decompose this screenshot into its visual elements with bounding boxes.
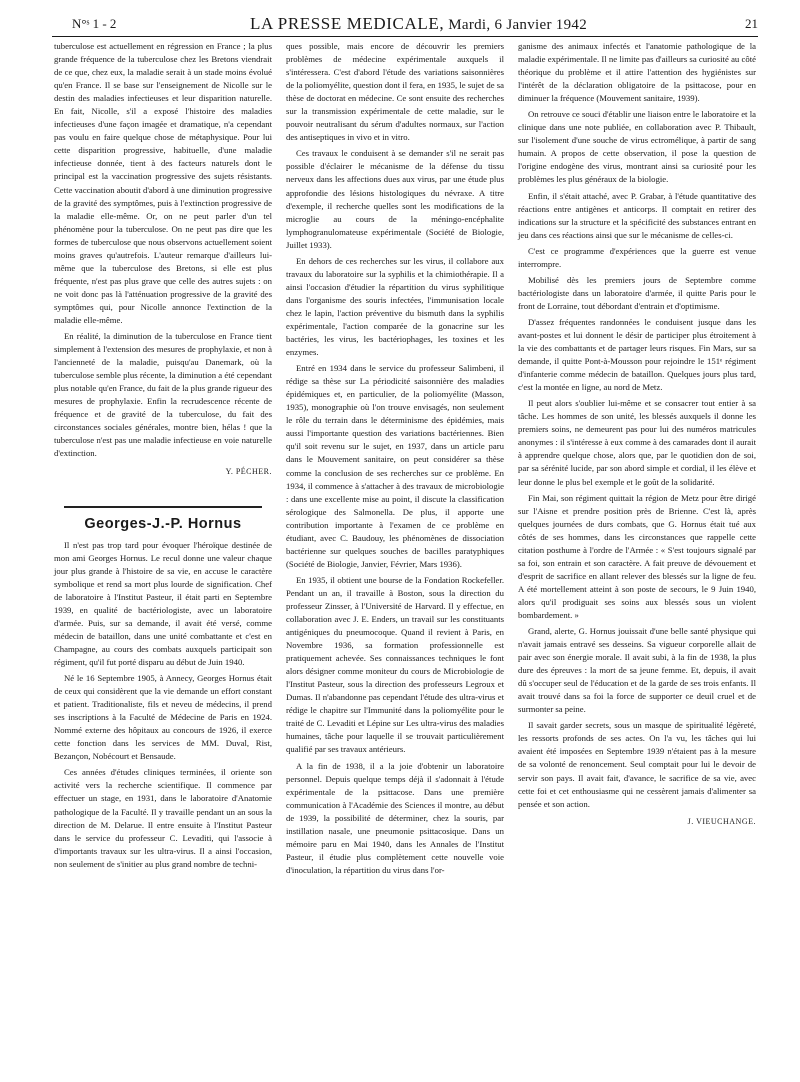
column-3 bbox=[518, 40, 756, 828]
paragraph: Il peut alors s'oublier lui-même et se consacrer tout entier à sa tâche. Les hommes de son unité, les blessés auxquels il donne les premiers soins, ne demeurent pas pour lui des numéros matricules anonymes : il s'intéresse à eux comme à des camarades dont il aurait à apprendre quelque chose, alors que, par le quotidien don de soi, par sa sérénité lucide, par son abord simple et cordial, il les élève et leur donne le plus bel exemple et le goût de la solidarité. bbox=[518, 398, 756, 487]
section-divider bbox=[64, 506, 262, 508]
paragraph: En 1935, il obtient une bourse de la Fondation Rockefeller. Pendant un an, il travaille à Boston, sous la direction du professeur Zinsser, à l'Université de Harvard. Il y effectue, en collaboration avec J. E. Enders, un travail sur les constituants antigéniques du pneumocoque. Quand il revient à Paris, en Novembre 1936, sa formation professionnelle est pratiquement achevée. Ses connaissances techniques le font alors désigner comme moniteur du cours de Microbiologie de l'Institut Pasteur, sous la direction des professeurs Legroux et Dumas. Il n'abandonne pas cependant l'étude des ultra-virus et rédige le chapitre sur l'Immunité dans la poliomyélite pour le traité de C. Levaditi et Lépine sur Les ultra-virus des maladies humaines, tâche pour laquelle il se trouvait particulièrement qualifié par ses travaux antérieurs. bbox=[286, 574, 504, 755]
paragraph: Mobilisé dès les premiers jours de Septembre comme bactériologiste dans un laboratoire d'armée, il quitte Paris pour le front de Lorraine, tout débordant d'entrain et d'optimisme. bbox=[518, 274, 756, 311]
paragraph: Grand, alerte, G. Hornus jouissait d'une belle santé physique qui n'avait jamais entravé ses desseins. Sa vigueur corporelle allait de pair avec son énergie morale. Il avait subi, à la fin de 1938, la plus dure des épreuves : la mort de sa jeune femme. Et, depuis, il avait dû s'occuper seul de l'éducation et de la garde de ses trois enfants. Il avait trouvé dans sa foi la force de supporter ce deuil cruel et de surmonter sa peine. bbox=[518, 626, 756, 715]
paragraph: ques possible, mais encore de découvrir les premiers problèmes de médecine expérimentale auxquels il s'intéressera. C'est d'abord l'étude des variations saisonnières de la poliomyélite, question dont il fera, en 1935, le sujet de sa thèse de doctorat en médecine. Ce sont ensuite des recherches sur la transmission expérimentale de cette maladie, sur le pouvoir neutralisant du sérum d'adultes normaux, sur l'action des antiseptiques in vivo et in vitro. bbox=[286, 41, 504, 143]
paragraph: Ces travaux le conduisent à se demander s'il ne serait pas possible d'éclairer le mécanisme de la défense du tissu nerveux dans les affections dues aux virus, par une étude plus approfondie des lésions histologiques du névraxe. A titre d'exemple, il recherche quelles sont les modifications de la microglie au cours de la méningo-encéphalite lymphogranulomateuse expérimentale (Société de Biologie, Juillet 1933). bbox=[286, 148, 504, 250]
page-header bbox=[40, 14, 758, 36]
paragraph: Enfin, il s'était attaché, avec P. Grabar, à l'étude quantitative des réactions entre antigènes et anticorps. Il comptait en retirer des indications sur la structure et la spécificité des substances entrant en jeu dans ces réactions ainsi que sur le mécanisme de celles-ci. bbox=[518, 190, 756, 240]
column-2 bbox=[286, 40, 504, 877]
paragraph: En dehors de ces recherches sur les virus, il collabore aux travaux du laboratoire sur la syphilis et la chimiothérapie. Il a ainsi l'occasion d'étudier la répartition du virus syphilitique dans l'organisme des souris infectées, l'immunisation locale chez le lapin, l'action préventive du bismuth dans la syphilis expérimentale, l'action comparée de la gonacrine sur les bactéries, les virus, les bactériophages, les toxines et les enzymes. bbox=[286, 255, 504, 358]
paragraph: Né le 16 Septembre 1905, à Annecy, Georges Hornus était de ceux qui considèrent que la vie demande un effort constant et patient. Traditionaliste, fils et neveu de médecins, il prend ses inscriptions à la Faculté de Médecine de Paris en 1924. Nommé externe des hôpitaux au concours de 1926, il exerce cette fonction dans les services de MM. Duval, Rist, Bezançon, Nobécourt et Bensaude. bbox=[54, 673, 272, 762]
column-1 bbox=[54, 40, 272, 871]
author-signature: J. VIEUCHANGE. bbox=[687, 816, 756, 826]
paragraph: Entré en 1934 dans le service du professeur Salimbeni, il rédige sa thèse sur La périodicité saisonnière des maladies épidémiques et, en particulier, de la poliomyélite (Masson, 1935), monographie où l'on trouve envisagés, non seulement le rôle du terrain dans le déterminisme des épidémies, mais aussi l'importante question des variations bactériennes. Bien qu'il soit revenu sur le sujet, en 1937, dans un article paru dans le Mouvement sanitaire, on peut considérer sa thèse comme la conclusion de ses recherches sur ce problème. En 1934, il commence à s'attacher à des travaux de microbiologie : dans une excellente mise au point, il discute la classification sérologique des Salmonella. De plus, il apporte une contribution importante à l'examen de ce problème en étudiant, avec C. Baudouy, les phénomènes de dissociation bactérienne sur quelques souches de bacilles paratyphiques (Société de Biologie, Janvier, Février, Mars 1936). bbox=[286, 363, 504, 569]
paragraph: tuberculose est actuellement en régression en France ; la plus grande fréquence de la tuberculose chez les Bretons viendrait de ce que, chez eux, la maladie serait à un stade moins évolué qu'en France. Il se base sur l'enseignement de Nicolle sur le destin des maladies infectieuses et leur disparition naturelle. En fait, Nicolle, s'il a exposé l'histoire des maladies infectieuses d'une façon imagée et dramatique, n'a cependant pas voulu en faire quelque chose de métaphysique. Pour lui cette disparition progressive, habituelle, d'une maladie infectieuse donnée, tient à des facteurs naturels dont le principal est la vaccination progressive des sujets résistants. Cette vaccination aboutit d'abord à une diminution progressive de la gravité des symptômes, puis à l'extinction progressive de la maladie elle-même. Or, on ne peut parler d'un tel phénomène pour la tuberculose. On ne peut pas dire que les formes de tuberculose que nous observons actuellement soient moins graves qu'autrefois. L'auteur remarque d'ailleurs lui-même que la tuberculose des Bretons, si elle est plus fréquente, n'est pas plus grave que celle des autres sujets : on ne voit donc pas là l'atténuation progressive de la gravité des symptômes qui, pour Nicolle annonce l'extinction de la maladie elle-même. bbox=[54, 41, 272, 325]
paragraph: D'assez fréquentes randonnées le conduisent jusque dans les avant-postes et lui donnent le désir de participer plus étroitement à la vie des combattants et de partager leurs risques. Fin Mars, sur sa demande, il quitte Pont-à-Mousson pour rejoindre le 151ᵉ régiment d'infanterie comme médecin de bataillon. Quelques jours plus tard, c'est la montée en ligne, au nord de Metz. bbox=[518, 316, 756, 393]
paragraph: Fin Mai, son régiment quittait la région de Metz pour être dirigé sur l'Aisne et prendre position près de Brienne. C'est là, après quelques journées de durs combats, que G. Hornus était tué aux côtés de ses hommes, dans les circonstances que rappelle cette citation posthume à l'ordre de l'Armée : « S'est toujours signalé par sa foi, son entrain et son caractère. A fait preuve de dévouement et d'esprit de sacrifice en allant relever des blessés sur la ligne de feu. A été mortellement atteint à son poste de secours, le 9 Juin 1940, alors qu'il prodiguait ses soins aux blessés sous un violent bombardement. » bbox=[518, 492, 756, 620]
paragraph: On retrouve ce souci d'établir une liaison entre le laboratoire et la clinique dans une note publiée, en collaboration avec P. Thibault, sur l'isolement d'une souche de virus ectromélique, à partir de sang humain. A propos de cette observation, il pose la question de l'origine endogène des virus, montrant ainsi sa curiosité pour les problèmes les plus généraux de la biologie. bbox=[518, 109, 756, 185]
header-rule bbox=[52, 36, 758, 37]
paragraph: Il n'est pas trop tard pour évoquer l'héroïque destinée de mon ami Georges Hornus. Le recul donne une valeur chaque jour plus grande à l'histoire de sa vie, en accuse le caractère symbolique et rend sa mort plus lourde de signification. Chef de laboratoire à l'Institut Pasteur, il était parti en Septembre 1939, en qualité de bactériologiste, avec un laboratoire d'armée. Puis, sur sa demande, il avait été versé, comme médecin de bataillon, dans une unité combattante et c'est en Champagne, au cours des combats auxquels participait son régiment, qu'il fut porté disparu au début de Juin 1940. bbox=[54, 539, 272, 668]
paragraph: A la fin de 1938, il a la joie d'obtenir un laboratoire personnel. Depuis quelque temps déjà il s'adonnait à l'étude expérimentale de la psittacose. Dans une première communication à l'Académie des Sciences il montre, au début de 1939, la possibilité de déterminer, chez la souris, par instillation nasale, une pneumonie psittacosique. Dans un mémoire paru en Mai 1940, dans les Annales de l'Institut Pasteur, il étudie plus complètement cette nouvelle voie d'inoculation, la répartition du virus dans l'or- bbox=[286, 760, 504, 875]
paragraph: Il savait garder secrets, sous un masque de spiritualité légèreté, les ressorts profonds de ses actes. On l'a vu, les tâches qui lui avaient été imposées en Septembre 1939 n'étaient pas à la mesure de sa volonté de renoncement. Seul comptait pour lui le devoir de servir son pays. Il avait fait, d'avance, le sacrifice de sa vie, avec cette foi et cet enthousiasme qui ne cessèrent jamais d'alimenter sa pensée et son action. bbox=[518, 720, 756, 809]
author-signature: Y. PÉCHER. bbox=[225, 466, 272, 476]
paragraph: ganisme des animaux infectés et l'anatomie pathologique de la maladie expérimentale. Il ne limite pas d'ailleurs sa curiosité au côté théorique du problème et il attire l'attention des hygiénistes sur l'intérêt de la déclaration obligatoire de la psittacose, pour en diminuer la fréquence (Mouvement sanitaire, 1939). bbox=[518, 41, 756, 104]
issue-number: N°ˢ 1 - 2 bbox=[72, 16, 117, 31]
paragraph: C'est ce programme d'expériences que la guerre est venue interrompre. bbox=[518, 245, 756, 269]
journal-title: LA PRESSE MEDICALE, bbox=[250, 14, 445, 33]
obituary-title: Georges-J.-P. Hornus bbox=[84, 515, 242, 532]
page-number: 21 bbox=[745, 16, 758, 31]
journal-masthead bbox=[250, 14, 587, 34]
paragraph: Ces années d'études cliniques terminées, il oriente son activité vers la recherche scientifique. Il commence par effectuer un stage, en 1931, dans le laboratoire d'Anatomie pathologique de la Faculté. Il y travaille pendant un an sous la direction de M. Delarue. Il entre ensuite à l'Institut Pasteur dans le service du professeur C. Levaditi, qui l'associe à d'importants travaux sur les ultra-virus. Il a ainsi l'occasion, non seulement de s'initier au plus grand nombre de techni- bbox=[54, 767, 272, 869]
paragraph: En réalité, la diminution de la tuberculose en France tient simplement à l'extension des mesures de prophylaxie, et non à l'ancienneté de la maladie, puisqu'au Danemark, où la tuberculose semble plus récente, la diminution a été cependant plus notable qu'en France, du fait de la plus grande rigueur des mesures de prophylaxie. Enfin la recrudescence récente de fréquence et de gravité de la tuberculose, du fait des circonstances sociales générales, montre bien, hélas ! que la tuberculose n'est pas une maladie infectieuse en voie naturelle d'extinction. bbox=[54, 331, 272, 459]
issue-date: Mardi, 6 Janvier 1942 bbox=[448, 17, 588, 33]
